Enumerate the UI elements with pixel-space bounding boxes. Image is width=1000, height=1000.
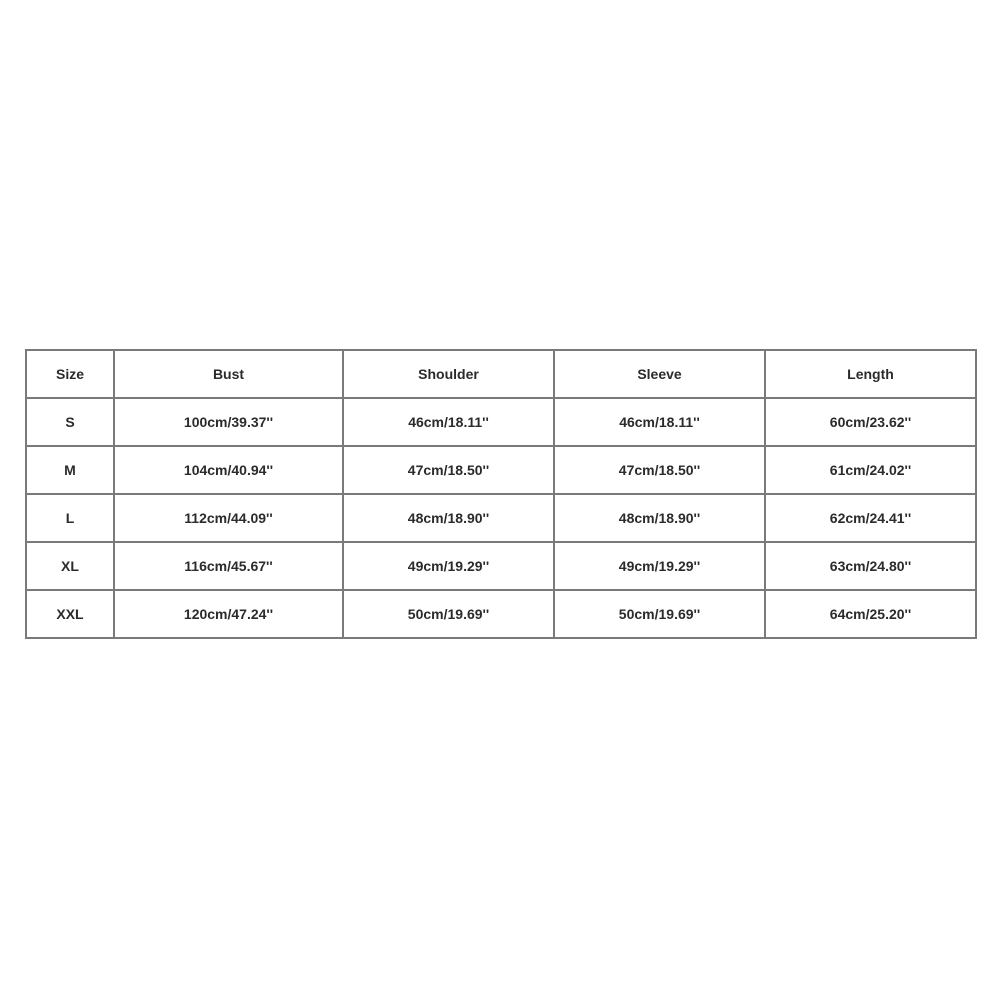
header-size: Size [26, 350, 114, 398]
header-bust: Bust [114, 350, 343, 398]
cell-size: XL [26, 542, 114, 590]
table-row [26, 446, 976, 494]
table-row [26, 398, 976, 446]
cell-sleeve: 50cm/19.69'' [554, 590, 765, 638]
cell-sleeve: 49cm/19.29'' [554, 542, 765, 590]
cell-size: L [26, 494, 114, 542]
table-row [26, 590, 976, 638]
header-shoulder: Shoulder [343, 350, 554, 398]
table-row [26, 494, 976, 542]
cell-size: M [26, 446, 114, 494]
cell-shoulder: 47cm/18.50'' [343, 446, 554, 494]
cell-bust: 104cm/40.94'' [114, 446, 343, 494]
cell-size: XXL [26, 590, 114, 638]
cell-size: S [26, 398, 114, 446]
cell-length: 64cm/25.20'' [765, 590, 976, 638]
cell-length: 60cm/23.62'' [765, 398, 976, 446]
cell-length: 62cm/24.41'' [765, 494, 976, 542]
cell-sleeve: 46cm/18.11'' [554, 398, 765, 446]
table-header-row [26, 350, 976, 398]
size-chart-table [25, 349, 977, 639]
cell-length: 61cm/24.02'' [765, 446, 976, 494]
header-length: Length [765, 350, 976, 398]
table-row [26, 542, 976, 590]
cell-bust: 112cm/44.09'' [114, 494, 343, 542]
cell-bust: 120cm/47.24'' [114, 590, 343, 638]
cell-bust: 100cm/39.37'' [114, 398, 343, 446]
cell-sleeve: 47cm/18.50'' [554, 446, 765, 494]
cell-shoulder: 50cm/19.69'' [343, 590, 554, 638]
cell-shoulder: 49cm/19.29'' [343, 542, 554, 590]
cell-shoulder: 46cm/18.11'' [343, 398, 554, 446]
cell-bust: 116cm/45.67'' [114, 542, 343, 590]
header-sleeve: Sleeve [554, 350, 765, 398]
cell-sleeve: 48cm/18.90'' [554, 494, 765, 542]
cell-shoulder: 48cm/18.90'' [343, 494, 554, 542]
cell-length: 63cm/24.80'' [765, 542, 976, 590]
